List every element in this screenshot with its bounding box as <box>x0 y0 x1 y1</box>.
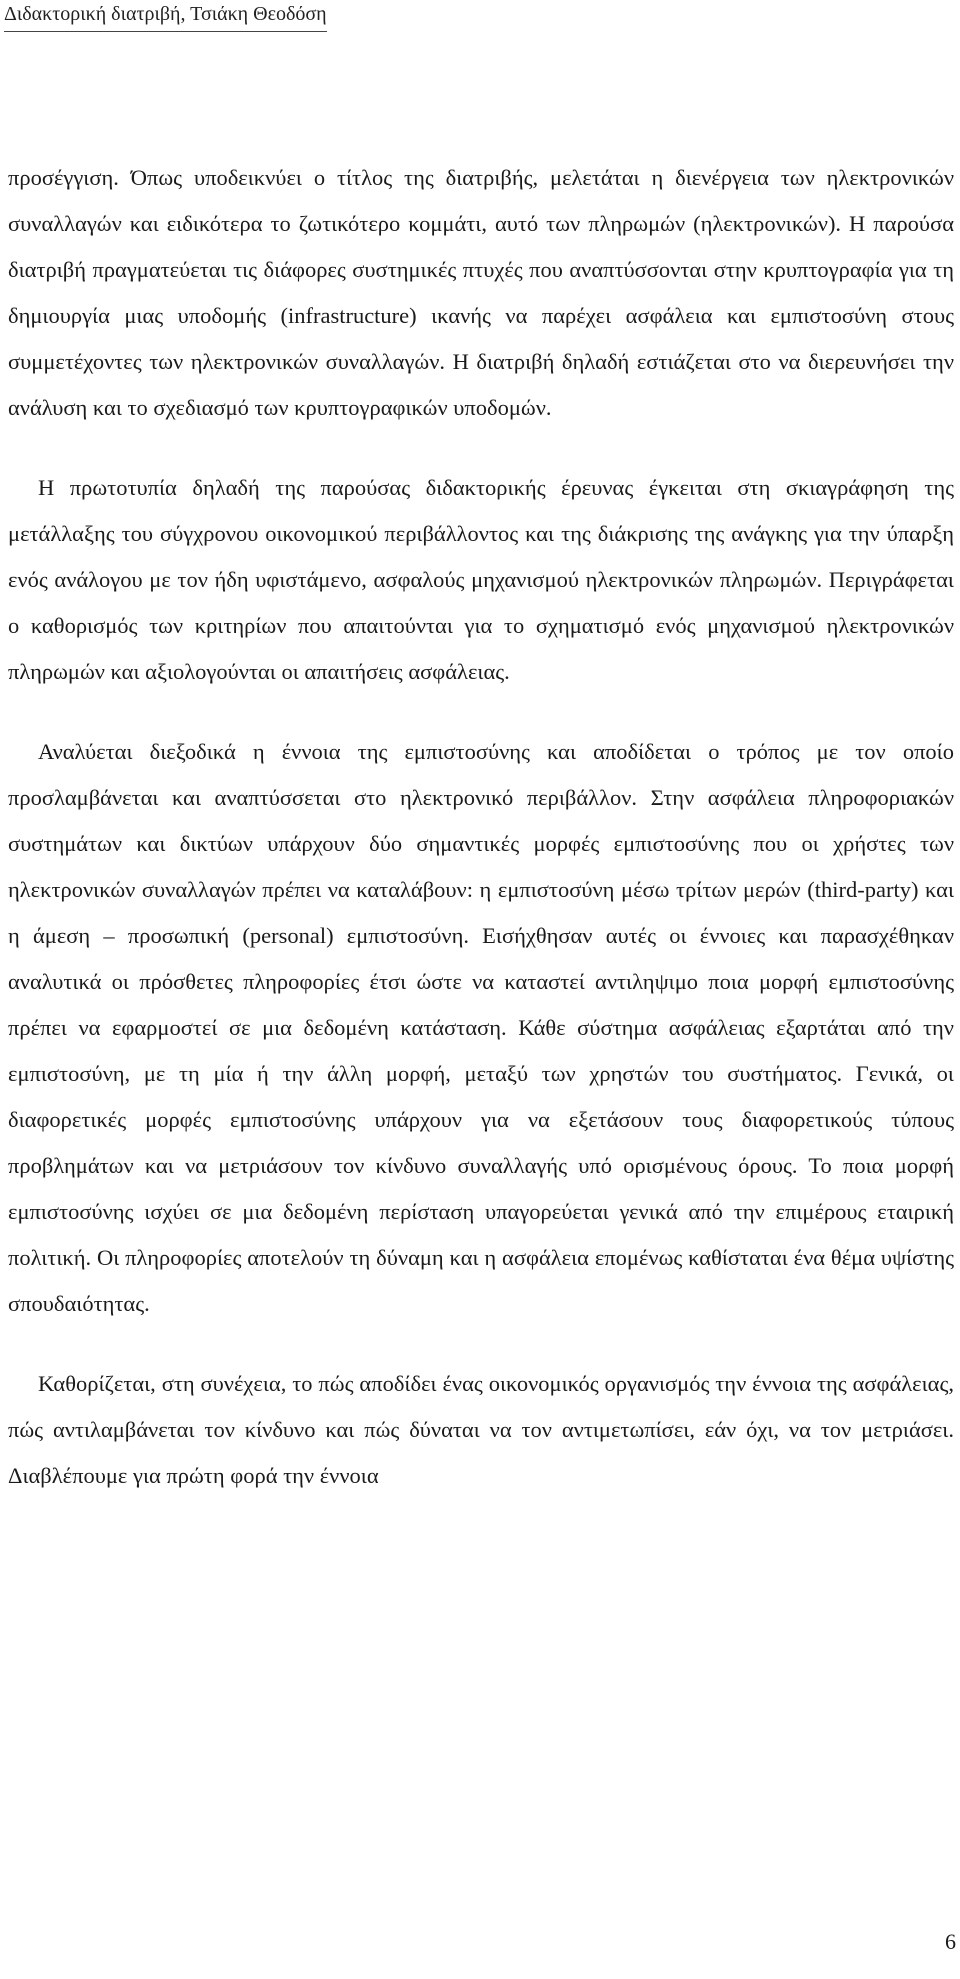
paragraph-3: Αναλύεται διεξοδικά η έννοια της εμπιστοσύνης και αποδίδεται ο τρόπος με τον οποίο προσλαμβάνεται και αναπτύσσεται στο ηλεκτρονικό περιβάλλον. Στην ασφάλεια πληροφοριακών συστημάτων και δικτύων υπάρχουν δύο σημαντικές μορφές εμπιστοσύνης που οι χρήστες των ηλεκτρονικών συναλλαγών πρέπει να καταλάβουν: η εμπιστοσύνη μέσω τρίτων μερών (third-party) και η άμεση – προσωπική (personal) εμπιστοσύνη. Εισήχθησαν αυτές οι έννοιες και παρασχέθηκαν αναλυτικά οι πρόσθετες πληροφορίες έτσι ώστε να καταστεί αντιληψιμο ποια μορφή εμπιστοσύνης πρέπει να εφαρμοστεί σε μια δεδομένη κατάσταση. Κάθε σύστημα ασφάλειας εξαρτάται από την εμπιστοσύνη, με τη μία ή την άλλη μορφή, μεταξύ των χρηστών του συστήματος. Γενικά, οι διαφορετικές μορφές εμπιστοσύνης υπάρχουν για να εξετάσουν τους διαφορετικούς τύπους προβλημάτων και να μετριάσουν τον κίνδυνο συναλλαγής υπό ορισμένους όρους. Το ποια μορφή εμπιστοσύνης ισχύει σε μια δεδομένη περίσταση υπαγορεύεται γενικά από την επιμέρους εταιρική πολιτική. Οι πληροφορίες αποτελούν τη δύναμη και η ασφάλεια επομένως καθίσταται ένα θέμα υψίστης σπουδαιότητας. <box>8 739 954 1316</box>
paragraph-1: προσέγγιση. Όπως υποδεικνύει ο τίτλος της διατριβής, μελετάται η διενέργεια των ηλεκτρονικών συναλλαγών και ειδικότερα το ζωτικότερο κομμάτι, αυτό των πληρωμών (ηλεκτρονικών). Η παρούσα διατριβή πραγματεύεται τις διάφορες συστημικές πτυχές που αναπτύσσονται στην κρυπτογραφία για τη δημιουργία μιας υποδομής (infrastructure) ικανής να παρέχει ασφάλεια και εμπιστοσύνη στους συμμετέχοντες των ηλεκτρονικών συναλλαγών. Η διατριβή δηλαδή εστιάζεται στο να διερευνήσει την ανάλυση και το σχεδιασμό των κρυπτογραφικών υποδομών. <box>8 165 954 420</box>
document-body <box>8 155 954 1499</box>
paragraph-4: Καθορίζεται, στη συνέχεια, το πώς αποδίδει ένας οικονομικός οργανισμός την έννοια της ασφάλειας, πώς αντιλαμβάνεται τον κίνδυνο και πώς δύναται να τον αντιμετωπίσει, εάν όχι, να τον μετριάσει. Διαβλέπουμε για πρώτη φορά την έννοια <box>8 1371 954 1488</box>
page-number: 6 <box>945 1929 956 1954</box>
running-title: Διδακτορική διατριβή, Τσιάκη Θεοδόση <box>4 3 327 25</box>
running-header <box>4 0 327 32</box>
paragraph-2: Η πρωτοτυπία δηλαδή της παρούσας διδακτορικής έρευνας έγκειται στη σκιαγράφηση της μετάλλαξης του σύγχρονου οικονομικού περιβάλλοντος και της διάκρισης της ανάγκης για την ύπαρξη ενός ανάλογου με τον ήδη υφιστάμενο, ασφαλούς μηχανισμού ηλεκτρονικών πληρωμών. Περιγράφεται ο καθορισμός των κριτηρίων που απαιτούνται για το σχηματισμό ενός μηχανισμού ηλεκτρονικών πληρωμών και αξιολογούνται οι απαιτήσεις ασφάλειας. <box>8 475 954 684</box>
